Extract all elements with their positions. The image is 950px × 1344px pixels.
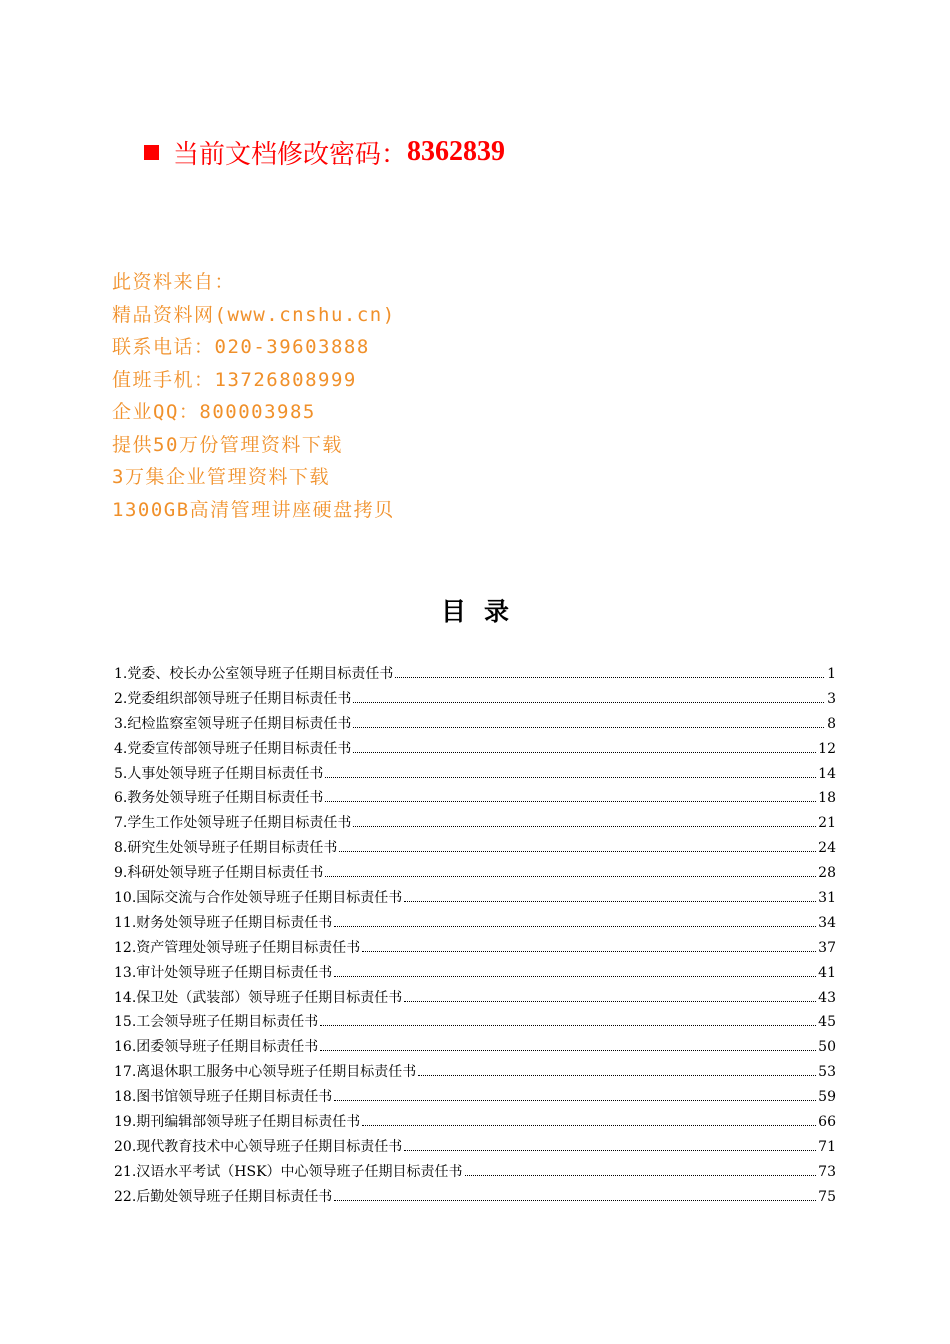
toc-entry-label: 12.资产管理处领导班子任期目标责任书 (114, 939, 361, 956)
source-info-line: 精品资料网(www.cnshu.cn) (112, 303, 396, 326)
toc-entry[interactable] (114, 837, 836, 862)
source-info-line: 3万集企业管理资料下载 (112, 466, 330, 488)
toc-entry-page: 73 (818, 1163, 836, 1180)
toc-entry-label: 15.工会领导班子任期目标责任书 (114, 1014, 319, 1031)
toc-title: 目录 (440, 597, 527, 626)
toc-entry[interactable] (114, 763, 836, 788)
toc-entry-page: 8 (827, 715, 836, 732)
toc-entry-page: 53 (818, 1064, 836, 1081)
toc-entry[interactable] (114, 1061, 836, 1086)
toc-dot-leader (353, 702, 824, 703)
toc-entry[interactable] (114, 912, 836, 937)
toc-entry[interactable] (114, 962, 836, 987)
toc-entry-label: 2.党委组织部领导班子任期目标责任书 (114, 690, 352, 707)
toc-entry[interactable] (114, 1011, 836, 1036)
toc-entry-label: 16.团委领导班子任期目标责任书 (114, 1039, 319, 1056)
toc-entry-page: 59 (818, 1089, 836, 1106)
toc-entry-page: 66 (818, 1114, 836, 1131)
source-info-line: 提供50万份管理资料下载 (112, 433, 343, 456)
toc-entry[interactable] (114, 738, 836, 763)
source-info-line: 企业QQ：800003985 (112, 401, 316, 423)
toc-entry-label: 20.现代教育技术中心领导班子任期目标责任书 (114, 1138, 403, 1155)
source-info-block (112, 266, 396, 526)
toc-entry-label: 18.图书馆领导班子任期目标责任书 (114, 1089, 333, 1106)
source-info-line: 值班手机：13726808999 (112, 368, 357, 391)
toc-entry-label: 1.党委、校长办公室领导班子任期目标责任书 (114, 666, 394, 682)
toc-entry-page: 24 (818, 840, 836, 857)
toc-dot-leader (404, 901, 816, 902)
toc-entry-label: 22.后勤处领导班子任期目标责任书 (114, 1188, 333, 1205)
toc-entry[interactable] (114, 862, 836, 887)
toc-dot-leader (353, 752, 816, 753)
toc-entry-label: 3.纪检监察室领导班子任期目标责任书 (114, 715, 352, 732)
toc-entry-page: 14 (818, 765, 836, 782)
toc-entry-page: 37 (818, 939, 836, 956)
toc-entry[interactable] (114, 887, 836, 912)
toc-dot-leader (404, 1001, 816, 1002)
toc-entry-page: 3 (827, 690, 836, 707)
toc-entry[interactable] (114, 688, 836, 713)
toc-entry[interactable] (114, 1186, 836, 1211)
toc-entry-label: 8.研究生处领导班子任期目标责任书 (114, 840, 338, 857)
toc-entry[interactable] (114, 1161, 836, 1186)
toc-dot-leader (418, 1075, 816, 1076)
toc-entry-label: 21.汉语水平考试（HSK）中心领导班子任期目标责任书 (114, 1163, 463, 1180)
toc-entry[interactable] (114, 1086, 836, 1111)
toc-dot-leader (334, 1200, 816, 1201)
password-notice (144, 132, 505, 172)
toc-entry-label: 6.教务处领导班子任期目标责任书 (114, 790, 324, 807)
toc-dot-leader (325, 876, 816, 877)
toc-entry-page: 18 (818, 790, 836, 807)
toc-entry-label: 7.学生工作处领导班子任期目标责任书 (114, 815, 352, 832)
toc-dot-leader (339, 851, 816, 852)
toc-entry-page: 41 (818, 964, 836, 981)
toc-entry-label: 13.审计处领导班子任期目标责任书 (114, 964, 333, 981)
toc-entry-page: 1 (827, 666, 836, 682)
toc-dot-leader (353, 826, 816, 827)
toc-dot-leader (320, 1025, 816, 1026)
toc-entry[interactable] (114, 713, 836, 738)
toc-entry[interactable] (114, 787, 836, 812)
toc-entry-label: 17.离退休职工服务中心领导班子任期目标责任书 (114, 1064, 417, 1081)
password-code: 8362839 (407, 136, 506, 167)
toc-dot-leader (325, 801, 816, 802)
red-square-bullet-icon (144, 145, 159, 160)
toc-entry-label: 4.党委宣传部领导班子任期目标责任书 (114, 740, 352, 757)
toc-dot-leader (334, 1100, 816, 1101)
toc-entry-label: 19.期刊编辑部领导班子任期目标责任书 (114, 1114, 361, 1131)
toc-dot-leader (362, 951, 816, 952)
toc-entry-page: 28 (818, 865, 836, 882)
toc-entry[interactable] (114, 937, 836, 962)
toc-dot-leader (320, 1050, 816, 1051)
toc-entry-page: 21 (818, 815, 836, 832)
toc-entry-label: 14.保卫处（武装部）领导班子任期目标责任书 (114, 989, 403, 1006)
toc-dot-leader (395, 677, 824, 678)
toc-entry-page: 31 (818, 890, 836, 907)
toc-entry[interactable] (114, 663, 836, 688)
toc-entry[interactable] (114, 812, 836, 837)
toc-entry[interactable] (114, 1036, 836, 1061)
toc-entry-page: 34 (818, 914, 836, 931)
toc-dot-leader (353, 727, 824, 728)
toc-entry-label: 9.科研处领导班子任期目标责任书 (114, 865, 324, 882)
toc-dot-leader (334, 926, 816, 927)
toc-entry[interactable] (114, 987, 836, 1012)
toc-entry-page: 75 (818, 1188, 836, 1205)
toc-entry-label: 5.人事处领导班子任期目标责任书 (114, 765, 324, 782)
toc-dot-leader (325, 777, 816, 778)
toc-entry[interactable] (114, 1136, 836, 1161)
password-label: 当前文档修改密码： (173, 139, 408, 170)
toc-dot-leader (334, 976, 816, 977)
toc-entry-page: 12 (818, 740, 836, 757)
source-info-line: 联系电话：020-39603888 (112, 336, 370, 358)
source-info-line: 1300GB高清管理讲座硬盘拷贝 (112, 498, 395, 521)
toc-entry-page: 71 (818, 1138, 836, 1155)
source-info-line: 此资料来自： (112, 271, 236, 293)
table-of-contents (114, 663, 836, 1211)
toc-dot-leader (362, 1125, 816, 1126)
toc-entry-page: 50 (818, 1039, 836, 1056)
toc-entry-page: 43 (818, 989, 836, 1006)
toc-dot-leader (465, 1175, 817, 1176)
toc-dot-leader (404, 1150, 816, 1151)
toc-entry-label: 10.国际交流与合作处领导班子任期目标责任书 (114, 890, 403, 907)
toc-entry-label: 11.财务处领导班子任期目标责任书 (114, 914, 333, 931)
toc-entry[interactable] (114, 1111, 836, 1136)
toc-entry-page: 45 (818, 1014, 836, 1031)
